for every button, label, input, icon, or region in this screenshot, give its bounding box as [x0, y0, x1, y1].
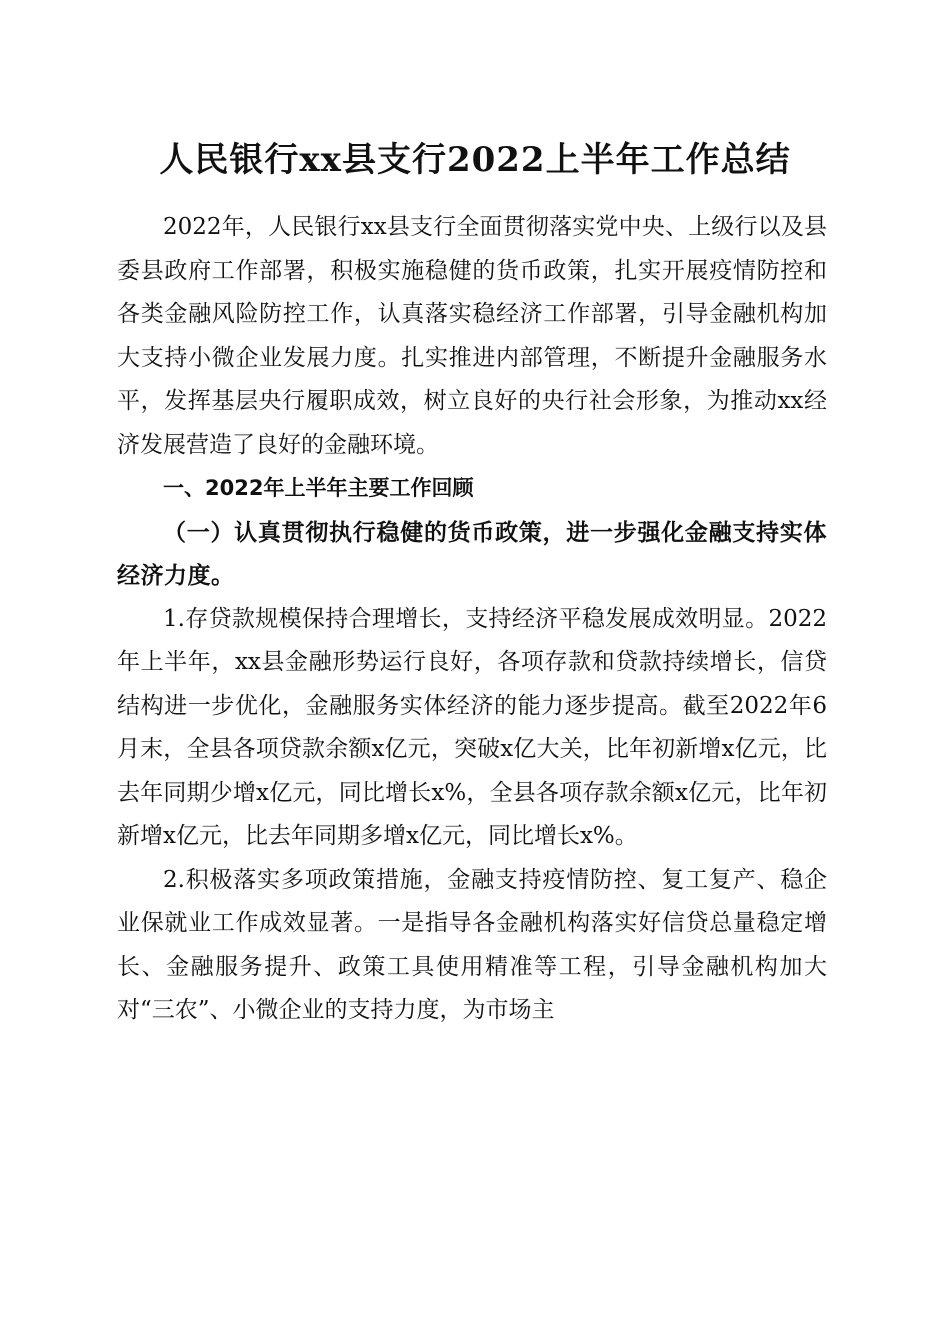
body-paragraph: 1.存贷款规模保持合理增长，支持经济平稳发展成效明显。2022年上半年，xx县金融形势运行良好，各项存款和贷款持续增长，信贷结构进一步优化，金融服务实体经济的能力逐步提高。截至2022年6月末，全县各项贷款余额x亿元，突破x亿大关，比年初新增x亿元，比去年同期少增x亿元，同比增长x%，全县各项存款余额x亿元，比年初新增x亿元，比去年同期多增x亿元，同比增长x%。	[117, 605, 827, 849]
body-paragraph: 2.积极落实多项政策措施，金融支持疫情防控、复工复产、稳企业保就业工作成效显著。一是指导各金融机构落实好信贷总量稳定增长、金融服务提升、政策工具使用精准等工程，引导金融机构加大对“三农”、小微企业的支持力度，为市场主	[117, 866, 827, 1023]
document-title: 人民银行xx县支行2022上半年工作总结	[159, 140, 791, 180]
section-heading: 一、2022年上半年主要工作回顾	[163, 476, 474, 500]
document-body	[117, 206, 827, 1033]
intro-paragraph: 2022年，人民银行xx县支行全面贯彻落实党中央、上级行以及县委县政府工作部署，积极实施稳健的货币政策，扎实开展疫情防控和各类金融风险防控工作，认真落实稳经济工作部署，引导金融机构加大支持小微企业发展力度。扎实推进内部管理，不断提升金融服务水平，发挥基层央行履职成效，树立良好的央行社会形象，为推动xx经济发展营造了良好的金融环境。	[117, 214, 827, 458]
subsection-heading: （一）认真贯彻执行稳健的货币政策，进一步强化金融支持实体经济力度。	[117, 518, 827, 589]
